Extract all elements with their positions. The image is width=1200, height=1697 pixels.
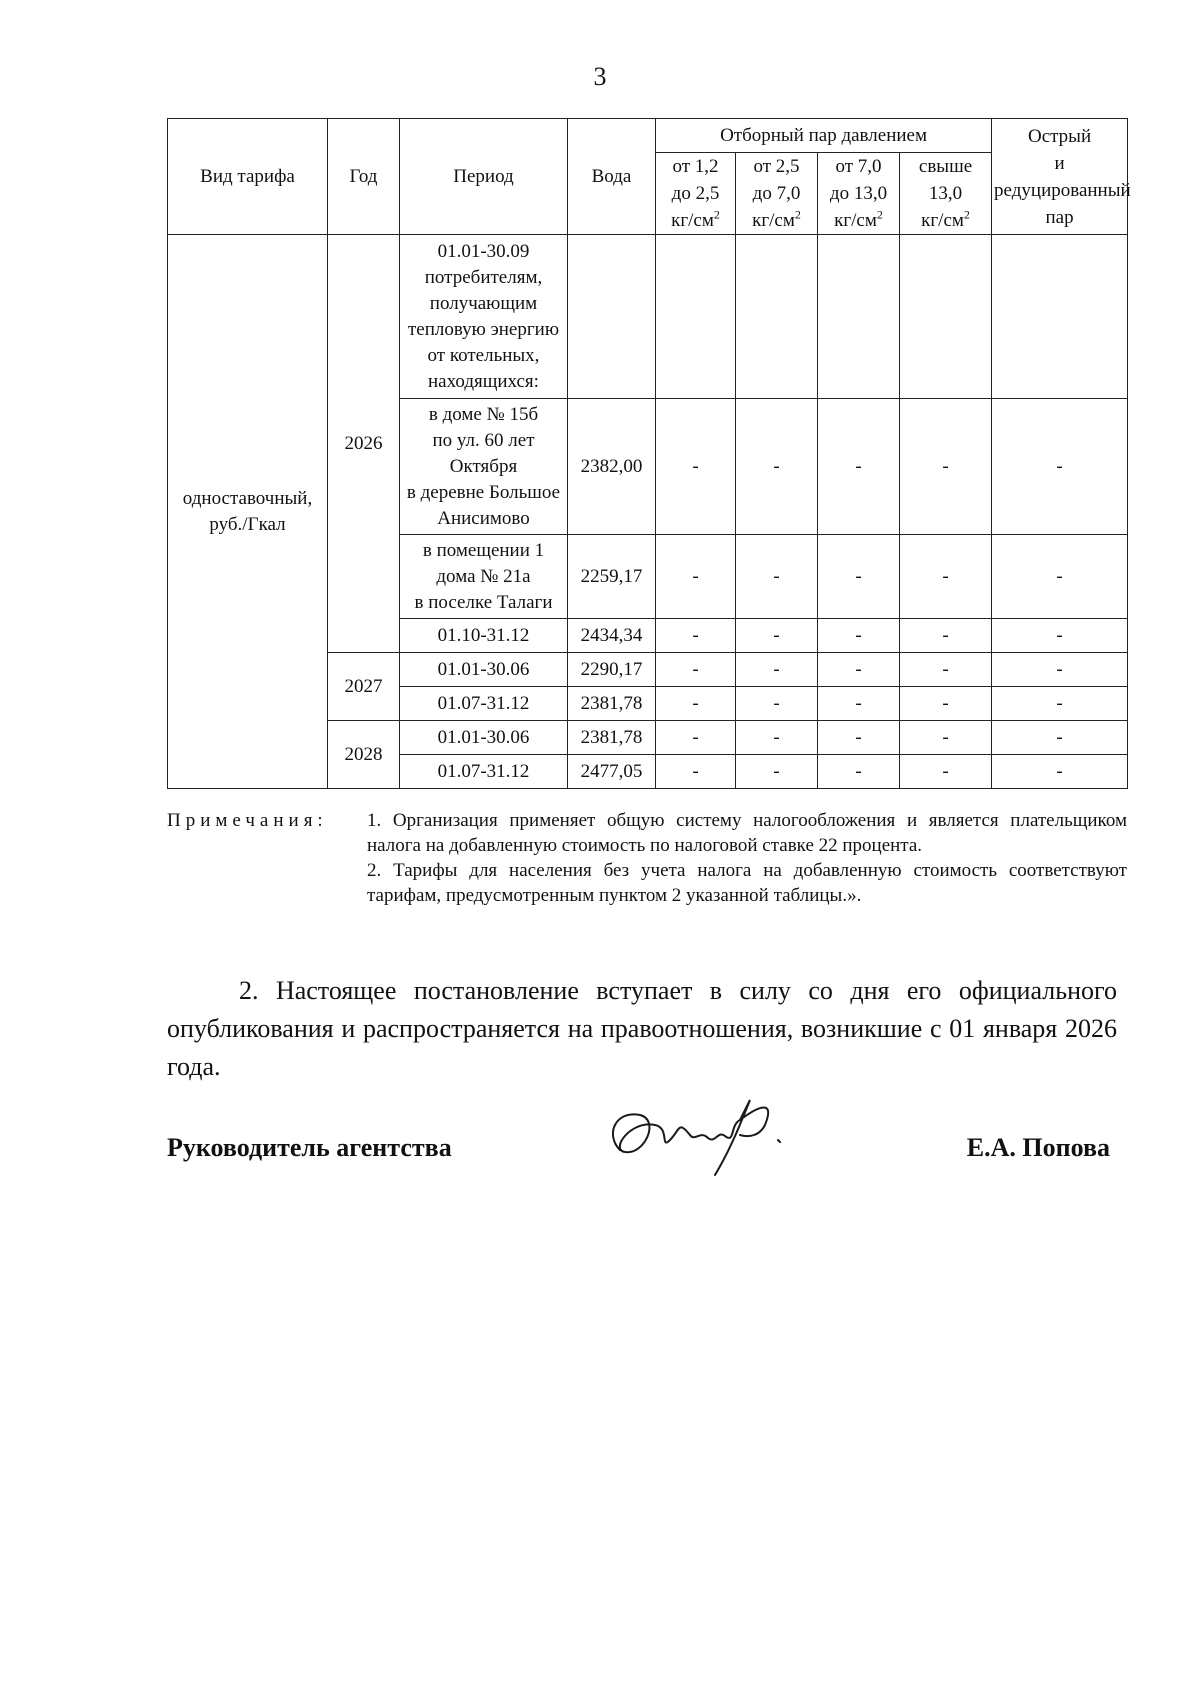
water-value: 2434,34 xyxy=(568,619,656,653)
dash-cell: - xyxy=(818,687,900,721)
dash-cell: - xyxy=(736,687,818,721)
dash-cell: - xyxy=(900,619,992,653)
signature-image xyxy=(600,1080,800,1180)
notes-label: Примечания: xyxy=(167,810,328,831)
water-value: 2381,78 xyxy=(568,687,656,721)
period-cell: в доме № 15б по ул. 60 лет Октября в деревне Большое Анисимово xyxy=(400,399,568,535)
period-cell: 01.01-30.06 xyxy=(400,721,568,755)
dash-cell: - xyxy=(818,399,900,535)
year-cell-2026: 2026 xyxy=(328,235,400,653)
period-cell: 01.10-31.12 xyxy=(400,619,568,653)
dash-cell: - xyxy=(736,721,818,755)
header-tariff-type: Вид тарифа xyxy=(168,119,328,235)
header-steam-1: от 1,2 до 2,5 $кг/см^2$ xyxy=(656,153,736,235)
dash-cell: - xyxy=(818,619,900,653)
main-paragraph: 2. Настоящее постановление вступает в силу со дня его официального опубликования и распространяется на правоотношения, возникшие с 01 января 2026 года. xyxy=(167,976,1117,1081)
dash-cell: - xyxy=(656,619,736,653)
notes-body xyxy=(367,808,1127,908)
dash-cell: - xyxy=(818,535,900,619)
water-value: 2382,00 xyxy=(568,399,656,535)
page-number: 3 xyxy=(593,62,607,91)
tariff-table xyxy=(167,118,1131,789)
dash-cell: - xyxy=(900,653,992,687)
water-value: 2381,78 xyxy=(568,721,656,755)
dash-cell: - xyxy=(656,535,736,619)
period-cell: 01.07-31.12 xyxy=(400,687,568,721)
dash-cell: - xyxy=(900,399,992,535)
dash-cell: - xyxy=(736,755,818,789)
dash-cell: - xyxy=(736,535,818,619)
period-cell: в помещении 1 дома № 21а в поселке Талаги xyxy=(400,535,568,619)
dash-cell: - xyxy=(992,399,1128,535)
period-cell: 01.01-30.09 потребителям, получающим тепловую энергию от котельных, находящихся: xyxy=(400,235,568,399)
period-cell: 01.01-30.06 xyxy=(400,653,568,687)
dash-cell: - xyxy=(900,687,992,721)
dash-cell: - xyxy=(818,653,900,687)
header-water: Вода xyxy=(568,119,656,235)
dash-cell: - xyxy=(656,399,736,535)
dash-cell: - xyxy=(992,653,1128,687)
dash-cell: - xyxy=(656,687,736,721)
dash-cell: - xyxy=(736,399,818,535)
water-value: 2477,05 xyxy=(568,755,656,789)
note-2: 2. Тарифы для населения без учета налога на добавленную стоимость соответствуют тарифам, предусмотренным пунктом 2 указанной таблицы.». xyxy=(367,860,1127,906)
dash-cell: - xyxy=(992,721,1128,755)
dash-cell: - xyxy=(818,755,900,789)
dash-cell: - xyxy=(992,619,1128,653)
dash-cell: - xyxy=(656,653,736,687)
dash-cell: - xyxy=(656,721,736,755)
dash-cell: - xyxy=(656,755,736,789)
note-1: 1. Организация применяет общую систему налогообложения и является плательщиком налога на добавленную стоимость по налоговой ставке 22 процента. xyxy=(367,810,1127,856)
dash-cell: - xyxy=(900,755,992,789)
dash-cell: - xyxy=(736,619,818,653)
header-steam-4: свыше 13,0 $кг/см^2$ xyxy=(900,153,992,235)
water-value: 2290,17 xyxy=(568,653,656,687)
table-row xyxy=(168,235,1128,399)
dash-cell: - xyxy=(900,535,992,619)
signatory-title: Руководитель агентства xyxy=(167,1133,452,1162)
period-cell: 01.07-31.12 xyxy=(400,755,568,789)
dash-cell: - xyxy=(992,535,1128,619)
tariff-type-cell: одноставочный, руб./Гкал xyxy=(168,235,328,789)
year-cell-2027: 2027 xyxy=(328,653,400,721)
dash-cell: - xyxy=(818,721,900,755)
year-cell-2028: 2028 xyxy=(328,721,400,789)
dash-cell: - xyxy=(992,687,1128,721)
dash-cell: - xyxy=(900,721,992,755)
header-period: Период xyxy=(400,119,568,235)
signatory-name: Е.А. Попова xyxy=(966,1133,1110,1162)
dash-cell: - xyxy=(736,653,818,687)
header-steam-3: от 7,0 до 13,0 $кг/см^2$ xyxy=(818,153,900,235)
header-year: Год xyxy=(328,119,400,235)
header-steam-group: Отборный пар давлением xyxy=(656,119,992,153)
water-value: 2259,17 xyxy=(568,535,656,619)
header-steam-2: от 2,5 до 7,0 $кг/см^2$ xyxy=(736,153,818,235)
dash-cell: - xyxy=(992,755,1128,789)
header-sharp-steam: Острый и редуцированный пар xyxy=(992,119,1128,235)
